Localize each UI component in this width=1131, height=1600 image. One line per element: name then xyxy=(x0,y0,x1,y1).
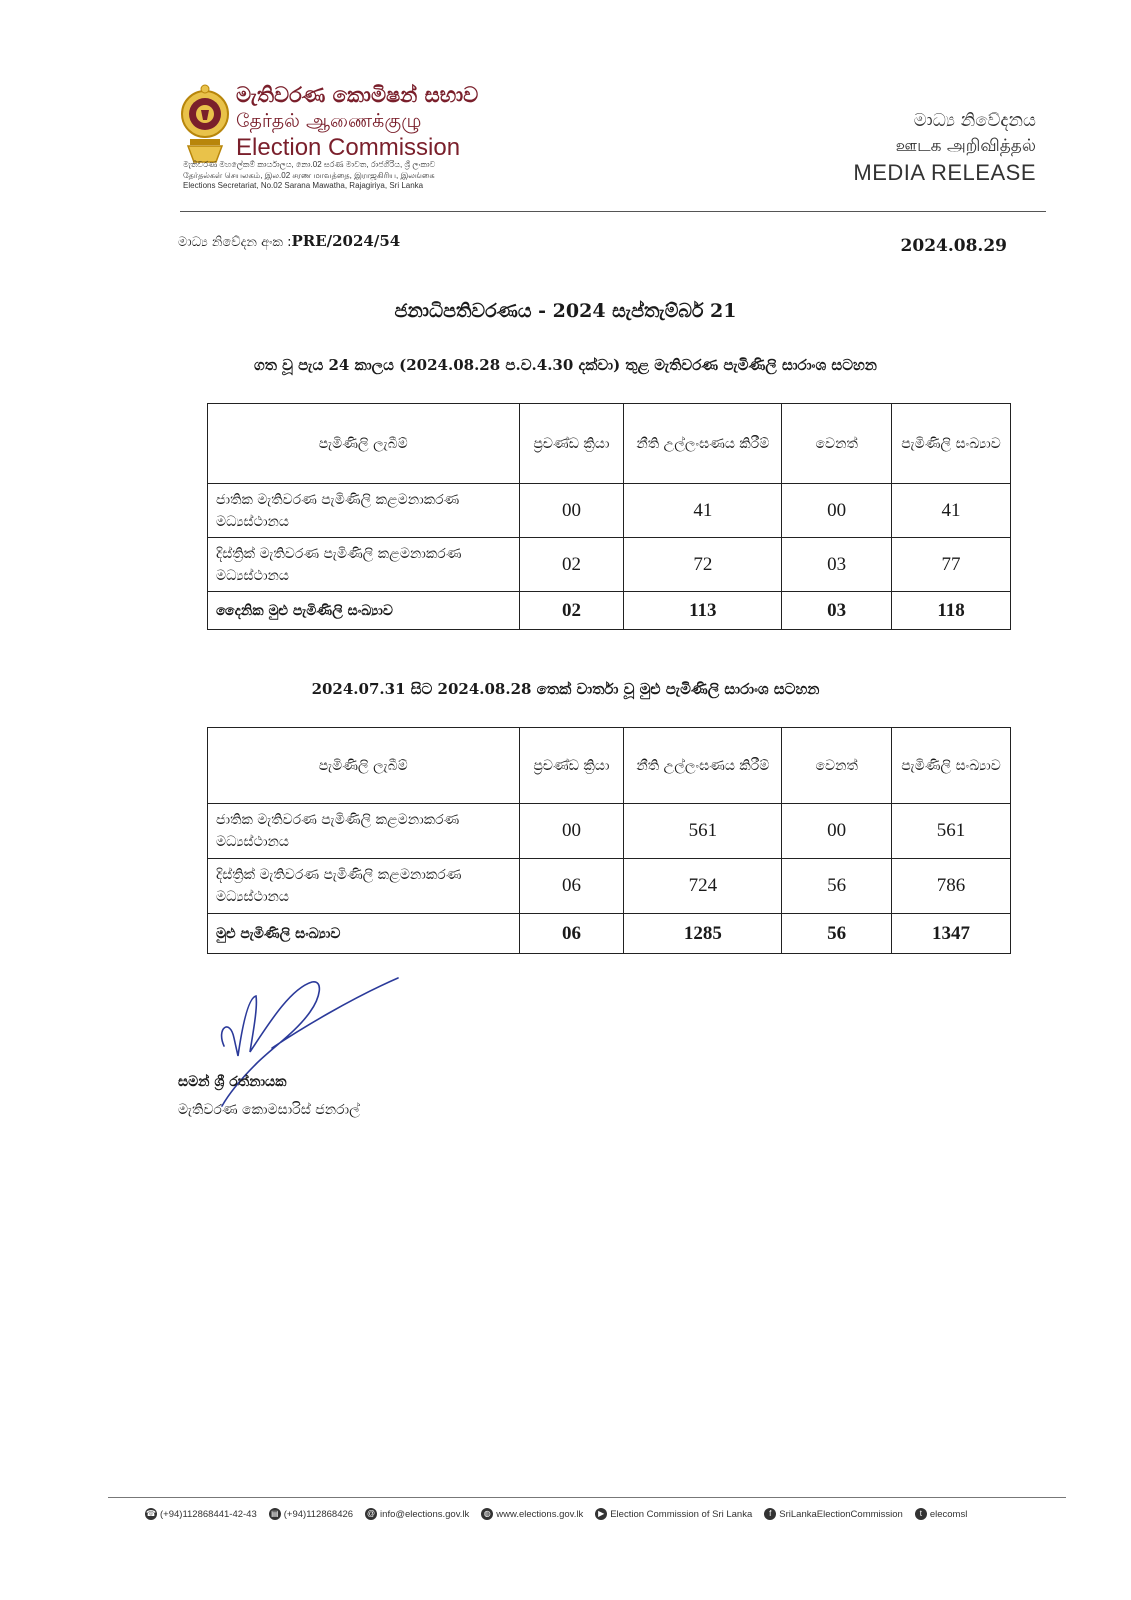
table-row xyxy=(208,804,1011,859)
org-name-english: Election Commission xyxy=(236,134,461,161)
total-other: 56 xyxy=(782,914,892,954)
total-violent-acts: 06 xyxy=(519,914,624,954)
table2-caption: 2024.07.31 සිට 2024.08.28 තෙක් වාර්තා වූ මුළු පැමිණිලි සාරාංශ සටහන xyxy=(311,680,820,698)
release-reference xyxy=(178,232,400,250)
fax-icon: ▤ xyxy=(269,1508,281,1520)
release-reference-number: PRE/2024/54 xyxy=(291,232,401,250)
table1-caption: ගත වූ පැය 24 කාලය (2024.08.28 ප.ව.4.30 දක්වා) තුළ මැතිවරණ පැමිණිලි සාරාංශ සටහන xyxy=(253,356,877,374)
address-sinhala: මැතිවරණ මහලේකම් කාර්යාලය, නො.02 සරණ මාවත, රාජගිරිය, ශ්‍රී ලංකාව xyxy=(183,160,436,169)
cell-law-violations: 561 xyxy=(624,804,782,859)
header-complaints-received: පැමිණිලි ලැබීම් xyxy=(208,728,520,804)
cell-other: 03 xyxy=(782,538,892,592)
row-label: දිස්ත්‍රික් මැතිවරණ පැමිණිලි කළමනාකරණ මධ්‍යස්ථානය xyxy=(208,538,520,592)
row-label: දිස්ත්‍රික් මැතිවරණ පැමිණිලි කළමනාකරණ මධ්‍යස්ථානය xyxy=(208,859,520,914)
fax-text: (+94)112868426 xyxy=(283,1508,354,1520)
cumulative-complaints-table xyxy=(207,727,1011,954)
header-complaints-received: පැමිණිලි ලැබීම් xyxy=(208,404,520,484)
globe-icon: ◍ xyxy=(481,1508,493,1520)
cell-other: 00 xyxy=(782,484,892,538)
row-label: ජාතික මැතිවරණ පැමිණිලි කළමනාකරණ මධ්‍යස්ථානය xyxy=(208,484,520,538)
header-divider xyxy=(180,211,1046,212)
table-row xyxy=(208,538,1011,592)
table-header-row xyxy=(208,404,1011,484)
web-link[interactable]: www.elections.gov.lk xyxy=(496,1508,584,1520)
organization-address xyxy=(183,160,513,192)
footer-twitter[interactable] xyxy=(915,1508,968,1520)
header-law-violations: නීති උල්ලංඝණය කිරීම් xyxy=(624,728,782,804)
media-release-sinhala: මාධ්‍ය නිවේදනය xyxy=(913,110,1036,131)
footer-phone xyxy=(145,1508,257,1520)
table-row xyxy=(208,859,1011,914)
media-release-heading xyxy=(853,108,1036,188)
signatory-title: මැතිවරණ කොමසාරිස් ජනරාල් xyxy=(178,1102,360,1118)
cell-complaint-count: 561 xyxy=(892,804,1011,859)
organization-name xyxy=(236,82,506,162)
total-label: දෛනික මුළු පැමිණිලි සංඛ්‍යාව xyxy=(208,592,520,630)
cell-other: 56 xyxy=(782,859,892,914)
cell-complaint-count: 77 xyxy=(892,538,1011,592)
sri-lanka-emblem-icon xyxy=(180,84,230,166)
org-name-tamil: தேர்தல் ஆணைக்குழு xyxy=(236,110,422,132)
total-other: 03 xyxy=(782,592,892,630)
total-complaint-count: 1347 xyxy=(892,914,1011,954)
email-icon: @ xyxy=(366,1509,376,1518)
total-complaint-count: 118 xyxy=(892,592,1011,630)
address-tamil: தேர்தல்கள் செயலகம், இல.02 சரண மாவத்தை, இராஜகிரிய, இலங்கை xyxy=(183,170,435,180)
cell-law-violations: 72 xyxy=(624,538,782,592)
cell-violent-acts: 02 xyxy=(519,538,624,592)
contact-footer xyxy=(145,1508,1075,1520)
header-violent-acts: ප්‍රචණ්ඩ ක්‍රියා xyxy=(519,404,624,484)
total-violent-acts: 02 xyxy=(519,592,624,630)
footer-email[interactable] xyxy=(365,1508,469,1520)
table-total-row xyxy=(208,592,1011,630)
cell-other: 00 xyxy=(782,804,892,859)
phone-text: (+94)112868441-42-43 xyxy=(160,1508,257,1520)
address-english: Elections Secretariat, No.02 Sarana Mawatha, Rajagiriya, Sri Lanka xyxy=(183,181,424,190)
media-release-english: MEDIA RELEASE xyxy=(853,160,1036,185)
cell-law-violations: 724 xyxy=(624,859,782,914)
footer-fax xyxy=(269,1508,353,1520)
header-complaint-count: පැමිණිලි සංඛ්‍යාව xyxy=(892,728,1011,804)
footer-youtube[interactable] xyxy=(595,1508,752,1520)
footer-divider xyxy=(108,1497,1066,1498)
table-total-row xyxy=(208,914,1011,954)
total-law-violations: 113 xyxy=(624,592,782,630)
total-law-violations: 1285 xyxy=(624,914,782,954)
row-label: ජාතික මැතිවරණ පැමිණිලි කළමනාකරණ මධ්‍යස්ථානය xyxy=(208,804,520,859)
youtube-link[interactable]: Election Commission of Sri Lanka xyxy=(610,1508,753,1520)
header-other: වෙනත් xyxy=(782,404,892,484)
cell-violent-acts: 06 xyxy=(519,859,624,914)
release-reference-label: මාධ්‍ය නිවේදන අංක : xyxy=(178,235,292,250)
header-complaint-count: පැමිණිලි සංඛ්‍යාව xyxy=(892,404,1011,484)
table-header-row xyxy=(208,728,1011,804)
twitter-icon: t xyxy=(915,1508,927,1520)
media-release-tamil: ஊடக அறிவித்தல் xyxy=(895,136,1036,156)
cell-complaint-count: 41 xyxy=(892,484,1011,538)
footer-facebook[interactable] xyxy=(764,1508,903,1520)
twitter-link[interactable]: elecomsl xyxy=(929,1508,968,1520)
table-row xyxy=(208,484,1011,538)
total-label: මුළු පැමිණිලි සංඛ්‍යාව xyxy=(208,914,520,954)
cell-violent-acts: 00 xyxy=(519,484,624,538)
header-law-violations: නීති උල්ලංඝණය කිරීම් xyxy=(624,404,782,484)
header-other: වෙනත් xyxy=(782,728,892,804)
cell-violent-acts: 00 xyxy=(519,804,624,859)
cell-complaint-count: 786 xyxy=(892,859,1011,914)
release-date: 2024.08.29 xyxy=(900,236,1007,256)
footer-web[interactable] xyxy=(481,1508,583,1520)
daily-complaints-table xyxy=(207,403,1011,630)
header-violent-acts: ප්‍රචණ්ඩ ක්‍රියා xyxy=(519,728,624,804)
facebook-icon: f xyxy=(764,1508,776,1520)
cell-law-violations: 41 xyxy=(624,484,782,538)
signatory-name: සමන් ශ්‍රී රත්නායක xyxy=(178,1074,287,1090)
document-title: ජනාධිපතිවරණය - 2024 සැප්තැම්බර් 21 xyxy=(394,300,737,322)
facebook-link[interactable]: SriLankaElectionCommission xyxy=(779,1508,903,1520)
org-name-sinhala: මැතිවරණ කොමිෂන් සභාව xyxy=(236,83,479,107)
phone-icon: ☎ xyxy=(146,1509,156,1518)
youtube-icon: ▶ xyxy=(595,1508,607,1520)
email-link[interactable]: info@elections.gov.lk xyxy=(380,1508,470,1520)
